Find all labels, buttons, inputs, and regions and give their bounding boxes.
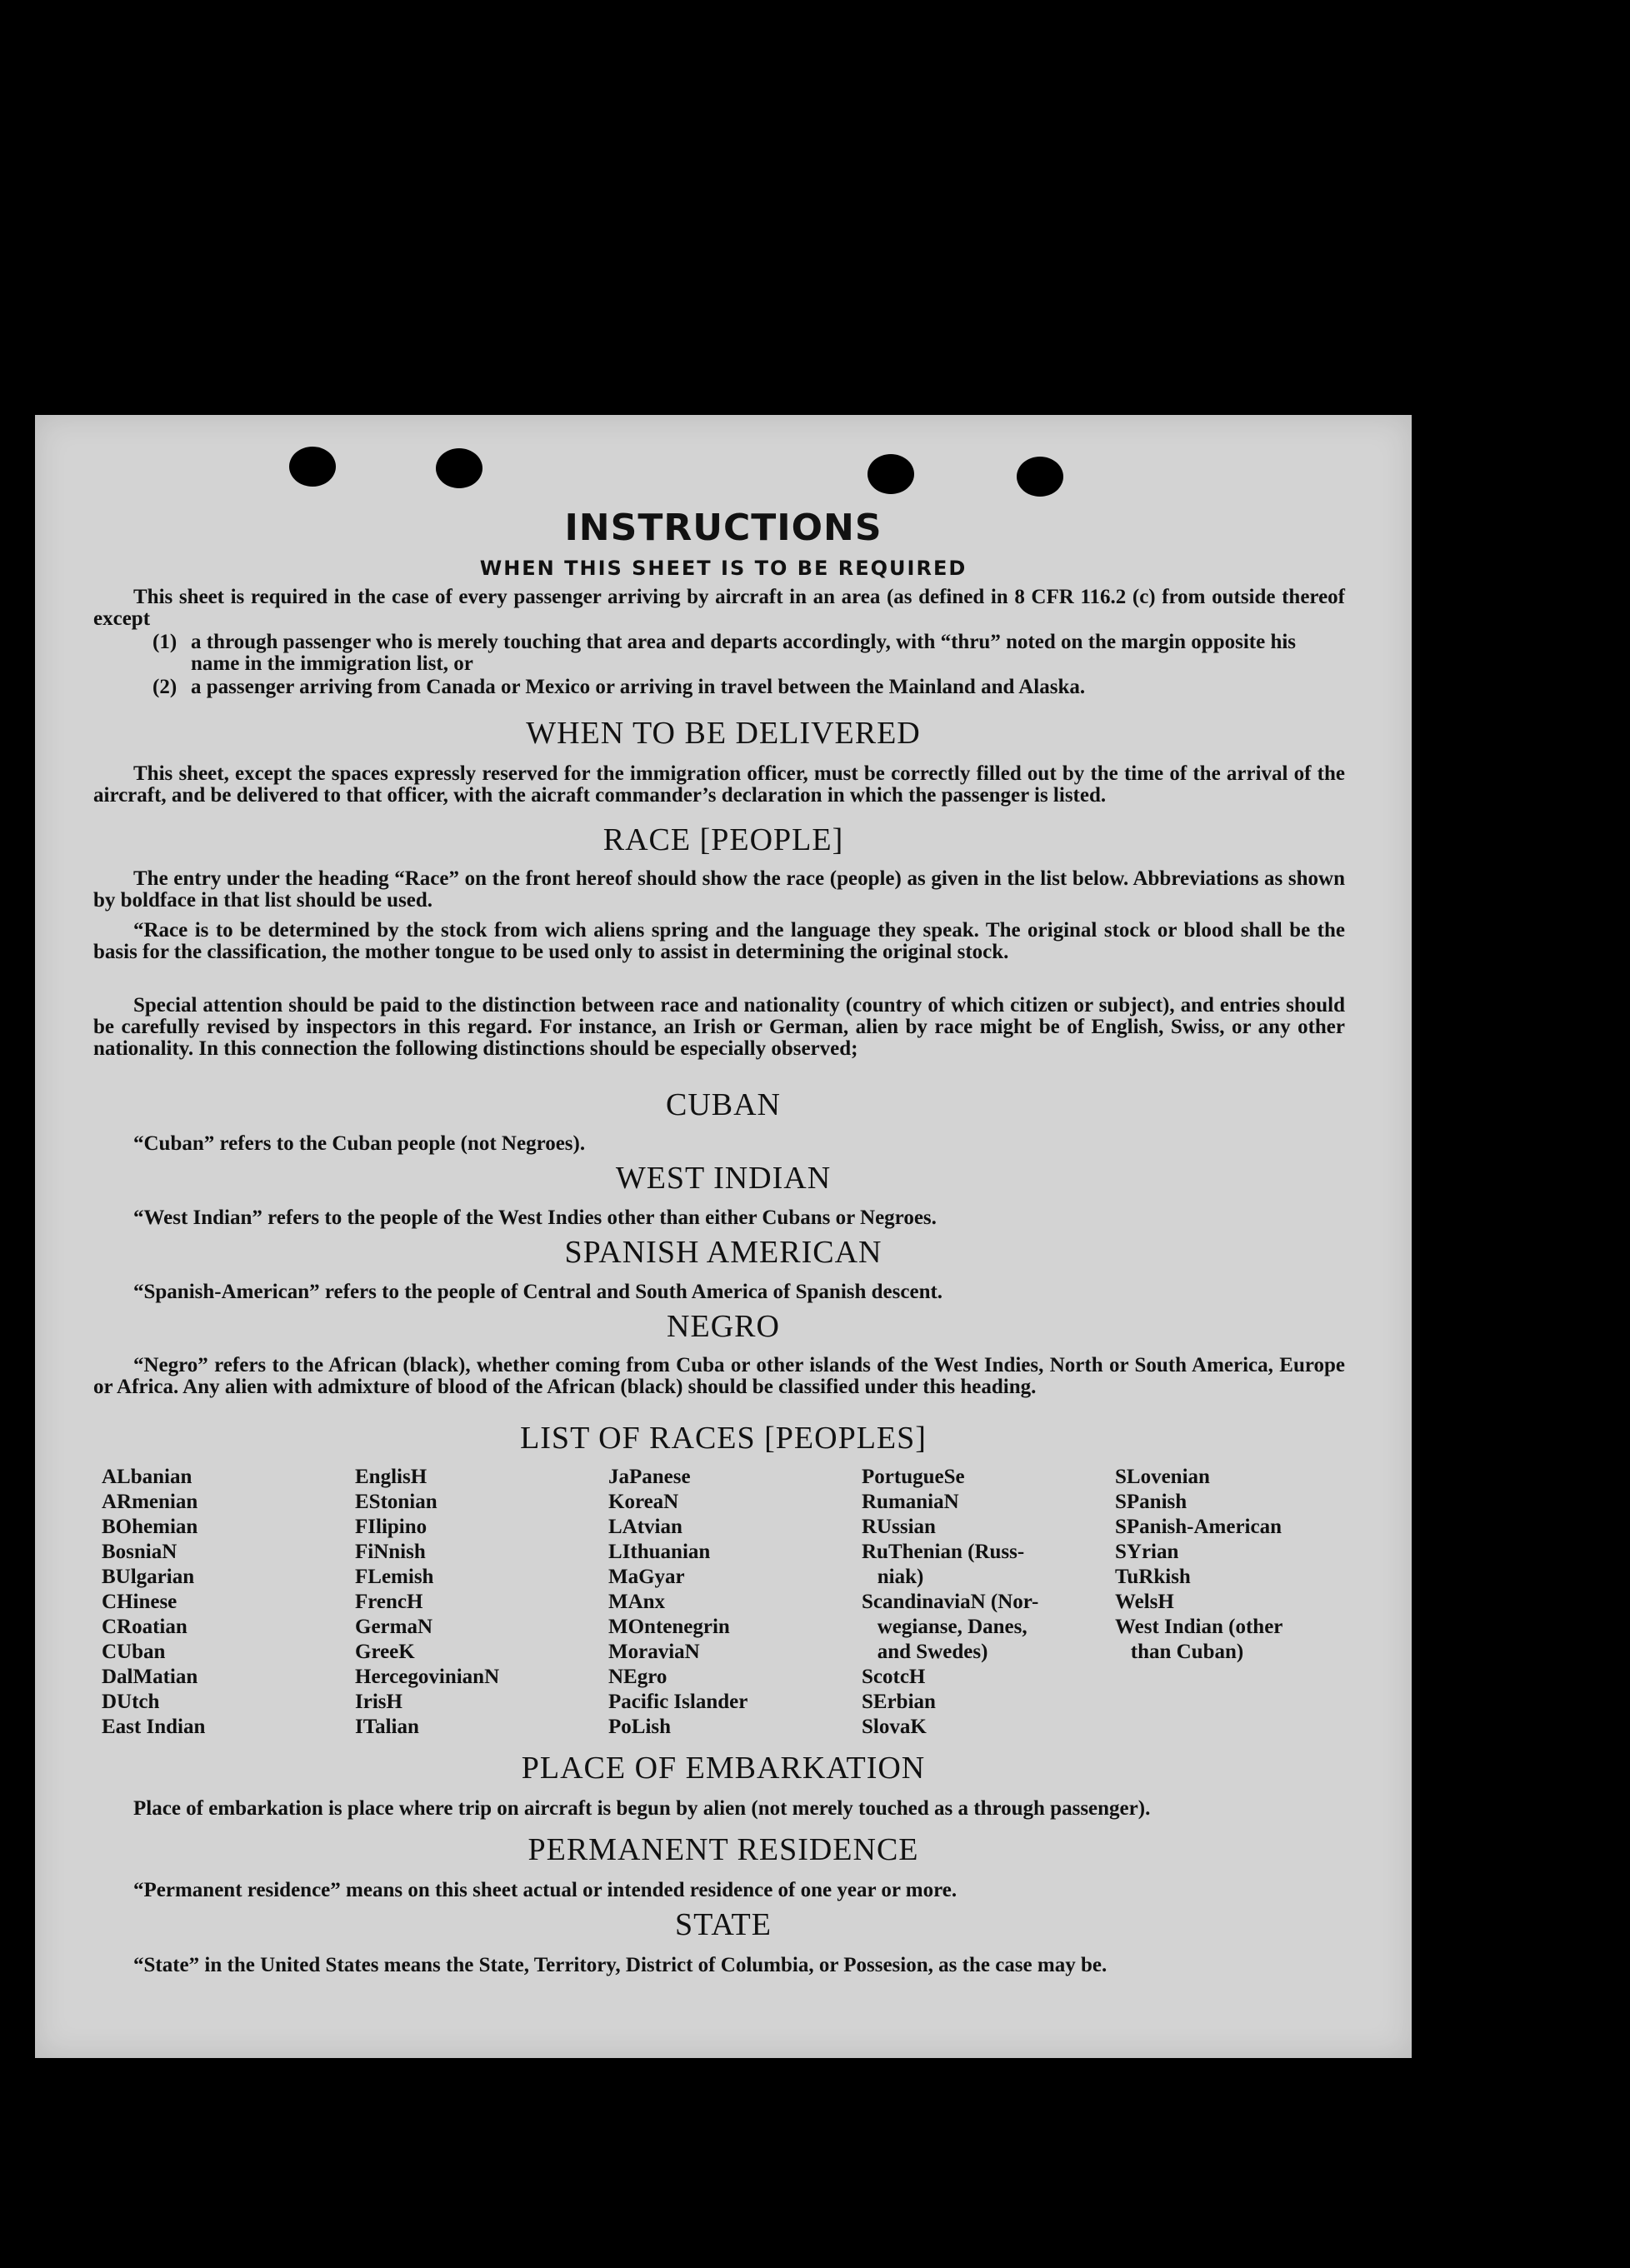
race-entry: West Indian (other [1115,1616,1283,1638]
section-text: Special attention should be paid to the distinction between race and nationality (country of which citizen or subject), and entries should be carefully revised by inspectors in this regard. For instance, an Irish or German, alien by race might be of English, Swiss, or any other nationality. In this connection the following distinctions should be especially observed; [93,994,1345,1060]
race-entry: and Swedes) [862,1641,988,1663]
race-entry: MaGyar [608,1566,685,1588]
exception-item [152,676,1345,698]
section-title: WEST INDIAN [615,1161,832,1196]
section-text: “Spanish-American” refers to the people of Central and South America of Spanish descent. [133,1281,943,1303]
section-title: RACE [PEOPLE] [602,822,844,857]
race-entry: JaPanese [608,1466,691,1488]
race-entry: PoLish [608,1716,672,1738]
page-subtitle: WHEN THIS SHEET IS TO BE REQUIRED [479,557,968,580]
race-entry: MAnx [608,1591,666,1613]
race-column [1115,1465,1368,1740]
race-entry: SPanish-American [1115,1516,1282,1538]
race-entry: SYrian [1115,1541,1179,1563]
section-title: PLACE OF EMBARKATION [521,1751,926,1786]
section-text: This sheet, except the spaces expressly reserved for the immigration officer, must be correctly filled out by the time of the arrival of the aircraft, and be delivered to that officer, with the aicraft commander’s declaration in which the passenger is listed. [93,762,1345,807]
exception-text: a through passenger who is merely touching that area and departs accordingly, with “thru” noted on the margin opposite his name in the immigration list, or [191,631,1297,675]
race-entry: HercegovinianN [355,1666,500,1688]
race-entry: FrencH [355,1591,423,1613]
race-entry: ARmenian [102,1491,198,1513]
race-entry: wegianse, Danes, [862,1616,1028,1638]
race-entry: RumaniaN [862,1491,959,1513]
race-entry: KoreaN [608,1491,679,1513]
required-intro: This sheet is required in the case of every passenger arriving by aircraft in an area (as defined in 8 CFR 116.2 (c) from outside thereof except [93,586,1345,630]
race-entry: SlovaK [862,1716,927,1738]
section-text: “State” in the United States means the State, Territory, District of Columbia, or Possesion, as the case may be. [133,1954,1108,1976]
race-column [862,1465,1115,1740]
section-text: “Race is to be determined by the stock from wich aliens spring and the language they speak. The original stock or blood shall be the basis for the classification, the mother tongue to be used only to assist in determining the original stock. [93,919,1345,963]
race-entry: MoraviaN [608,1641,700,1663]
race-list [102,1465,1368,1740]
section-text: “West Indian” refers to the people of the West Indies other than either Cubans or Negroes. [133,1206,937,1229]
race-entry: BosniaN [102,1541,178,1563]
section-title: STATE [675,1907,772,1942]
race-entry: GermaN [355,1616,433,1638]
race-entry: SPanish [1115,1491,1188,1513]
punch-hole [1017,457,1063,497]
instruction-sheet [35,415,1412,2058]
race-entry: LIthuanian [608,1541,711,1563]
section-text: “Cuban” refers to the Cuban people (not Negroes). [133,1132,586,1155]
race-column [102,1465,355,1740]
race-entry: EStonian [355,1491,438,1513]
race-entry: than Cuban) [1115,1641,1244,1663]
race-entry: GreeK [355,1641,415,1663]
race-entry: EnglisH [355,1466,428,1488]
race-entry: BOhemian [102,1516,198,1538]
race-entry: niak) [862,1566,924,1588]
race-entry: DalMatian [102,1666,198,1688]
race-entry: ALbanian [102,1466,192,1488]
race-entry: CRoatian [102,1616,188,1638]
race-entry: LAtvian [608,1516,682,1538]
exception-item [152,631,1345,675]
race-column [355,1465,608,1740]
race-entry: FiNnish [355,1541,426,1563]
race-entry: TuRkish [1115,1566,1191,1588]
race-entry: ScotcH [862,1666,926,1688]
race-entry: RuThenian (Russ- [862,1541,1025,1563]
section-title: NEGRO [667,1309,780,1344]
race-entry: Pacific Islander [608,1691,748,1713]
race-entry: MOntenegrin [608,1616,730,1638]
section-text: Place of embarkation is place where trip on aircraft is begun by alien (not merely touched as a through passenger). [133,1797,1151,1820]
exception-number: (2) [152,676,178,698]
exception-number: (1) [152,631,178,653]
race-entry: FLemish [355,1566,434,1588]
race-entry: CUban [102,1641,166,1663]
race-entry: WelsH [1115,1591,1174,1613]
page-title: INSTRUCTIONS [564,507,882,549]
race-entry: PortugueSe [862,1466,965,1488]
race-entry: ScandinaviaN (Nor- [862,1591,1039,1613]
section-title: CUBAN [665,1087,782,1122]
section-text: “Permanent residence” means on this sheet actual or intended residence of one year or more. [133,1879,958,1901]
race-entry: DUtch [102,1691,160,1713]
race-entry: FIlipino [355,1516,428,1538]
race-entry: CHinese [102,1591,178,1613]
race-entry: SErbian [862,1691,936,1713]
race-entry: NEgro [608,1666,668,1688]
punch-hole [289,447,336,487]
section-title: WHEN TO BE DELIVERED [526,716,921,751]
race-column [608,1465,862,1740]
punch-hole [436,448,482,488]
race-entry: BUlgarian [102,1566,195,1588]
section-title: SPANISH AMERICAN [564,1235,882,1270]
section-text: “Negro” refers to the African (black), whether coming from Cuba or other islands of the West Indies, North or South America, Europe or Africa. Any alien with admixture of blood of the African (black) should be classified under this heading. [93,1354,1345,1398]
race-entry: ITalian [355,1716,419,1738]
section-title: PERMANENT RESIDENCE [528,1832,919,1867]
section-text: The entry under the heading “Race” on the front hereof should show the race (people) as given in the list below. Abbreviations as shown by boldface in that list should be used. [93,867,1345,912]
section-title: LIST OF RACES [PEOPLES] [520,1421,927,1456]
race-entry: RUssian [862,1516,936,1538]
race-entry: SLovenian [1115,1466,1210,1488]
punch-hole [868,454,914,494]
race-entry: IrisH [355,1691,402,1713]
race-entry: East Indian [102,1716,206,1738]
exception-text: a passenger arriving from Canada or Mexico or arriving in travel between the Mainland and Alaska. [191,676,1086,698]
